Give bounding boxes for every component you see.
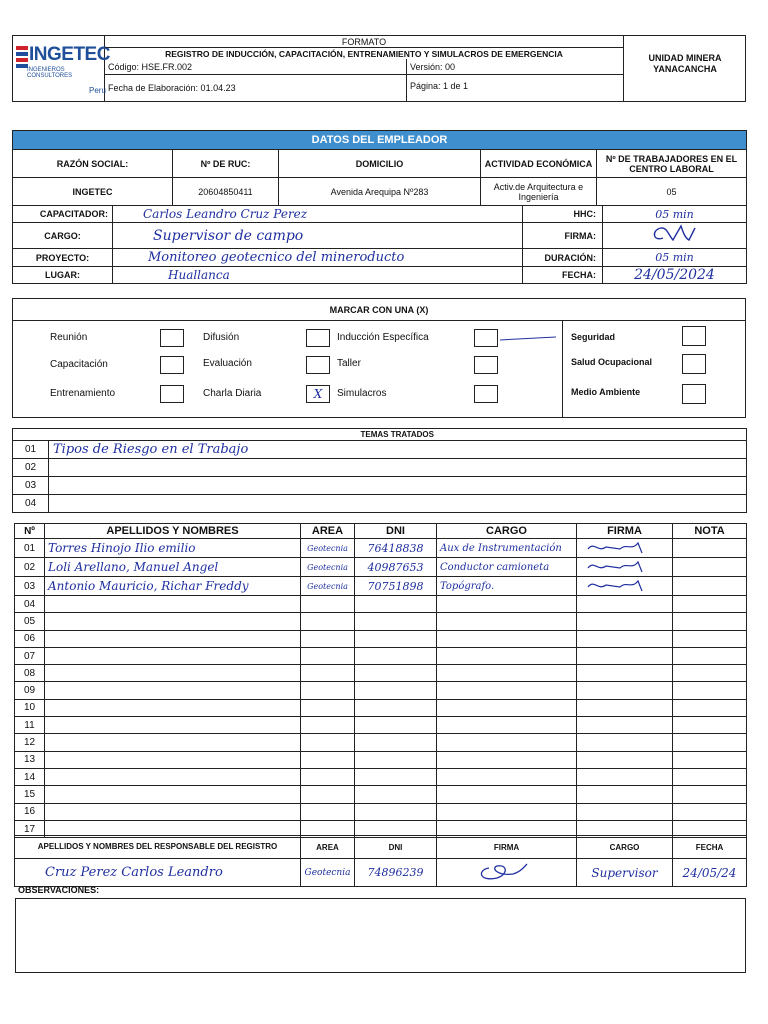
tema-text — [49, 495, 747, 513]
attendees-table — [14, 523, 747, 838]
unidad-minera: UNIDAD MINERA YANACANCHA — [648, 53, 722, 74]
temas-table — [12, 428, 747, 513]
attendee-dni — [355, 665, 437, 682]
attendee-dni — [355, 717, 437, 734]
attendee-name — [45, 734, 301, 751]
attendee-row — [15, 665, 747, 682]
attendee-row — [15, 596, 747, 613]
attendee-dni: 76418838 — [355, 539, 437, 558]
fecha-value: 24/05/2024 — [603, 267, 747, 284]
col-dni-header: DNI — [355, 524, 437, 539]
attendee-nota — [673, 717, 747, 734]
pagina: Página: 1 de 1 — [410, 81, 469, 91]
tema-number: 02 — [13, 459, 49, 477]
proyecto-label: PROYECTO: — [13, 249, 113, 267]
option-simulacros-checkbox[interactable] — [474, 385, 498, 403]
attendee-signature — [577, 630, 673, 647]
attendee-area — [301, 596, 355, 613]
tema-number: 04 — [13, 495, 49, 513]
fecha-elaboracion: Fecha de Elaboración: 01.04.23 — [108, 83, 236, 93]
attendee-cargo: Aux de Instrumentación — [437, 539, 577, 558]
attendee-nota — [673, 803, 747, 820]
option-reunion-label: Reunión — [50, 332, 88, 343]
attendee-number: 17 — [15, 820, 45, 837]
duracion-label: DURACIÓN: — [523, 249, 603, 267]
ruc-value: 20604850411 — [173, 178, 279, 206]
option-seguridad-checkbox[interactable] — [682, 326, 706, 346]
attendee-cargo — [437, 665, 577, 682]
resp-cargo: Supervisor — [577, 859, 673, 887]
attendee-area: Geotecnia — [301, 558, 355, 577]
attendee-name — [45, 630, 301, 647]
col-n-header: Nº — [15, 524, 45, 539]
attendee-signature — [577, 717, 673, 734]
attendee-number: 12 — [15, 734, 45, 751]
cargo-label: CARGO: — [13, 223, 113, 249]
attendee-name — [45, 682, 301, 699]
lugar-value: Huallanca — [113, 267, 523, 284]
option-salud-checkbox[interactable] — [682, 354, 706, 374]
attendee-nota — [673, 734, 747, 751]
attendee-name — [45, 717, 301, 734]
attendee-cargo — [437, 613, 577, 630]
col-cargo-header: CARGO — [437, 524, 577, 539]
attendee-number: 13 — [15, 751, 45, 768]
col-firma-header: FIRMA — [577, 524, 673, 539]
logo-subtext: INGENIEROS CONSULTORES — [27, 67, 73, 79]
attendee-dni — [355, 734, 437, 751]
attendee-nota — [673, 665, 747, 682]
attendee-area — [301, 734, 355, 751]
tema-text — [49, 459, 747, 477]
attendee-number: 03 — [15, 577, 45, 596]
document-title: REGISTRO DE INDUCCIÓN, CAPACITACIÓN, ENTRENAMIENTO Y SIMULACROS DE EMERGENCIA — [165, 49, 563, 59]
employer-table — [12, 130, 747, 206]
attendee-row — [15, 786, 747, 803]
attendee-area: Geotecnia — [301, 577, 355, 596]
hhc-label: HHC: — [523, 206, 603, 223]
resp-area: Geotecnia — [301, 859, 355, 887]
resp-signature — [437, 859, 577, 887]
attendee-area — [301, 803, 355, 820]
attendee-area — [301, 630, 355, 647]
responsable-table — [14, 835, 747, 887]
resp-area-header: AREA — [301, 836, 355, 859]
option-evaluacion-checkbox[interactable] — [306, 356, 330, 374]
capacitador-label: CAPACITADOR: — [13, 206, 113, 223]
option-taller-checkbox[interactable] — [474, 356, 498, 374]
attendee-name — [45, 699, 301, 716]
option-taller-label: Taller — [337, 358, 361, 369]
attendee-signature — [577, 577, 673, 596]
option-medio-ambiente-label: Medio Ambiente — [571, 387, 641, 397]
attendee-name — [45, 647, 301, 664]
cargo-value: Supervisor de campo — [113, 223, 523, 249]
signature-icon — [580, 577, 670, 593]
attendee-cargo — [437, 699, 577, 716]
attendee-row — [15, 558, 747, 577]
resp-dni: 74896239 — [355, 859, 437, 887]
option-charla-label: Charla Diaria — [203, 388, 262, 399]
codigo: Código: HSE.FR.002 — [108, 62, 193, 72]
attendee-number: 16 — [15, 803, 45, 820]
capacitador-signature — [603, 223, 747, 249]
attendee-number: 01 — [15, 539, 45, 558]
attendee-name — [45, 596, 301, 613]
version: Versión: 00 — [410, 62, 456, 72]
attendee-nota — [673, 682, 747, 699]
attendee-cargo — [437, 751, 577, 768]
razon-header: RAZÓN SOCIAL: — [13, 150, 173, 178]
attendee-area — [301, 786, 355, 803]
actividad-value: Activ.de Arquitectura e Ingeniería — [481, 178, 597, 206]
attendee-row — [15, 699, 747, 716]
tema-number: 01 — [13, 441, 49, 459]
attendee-nota — [673, 596, 747, 613]
attendee-cargo — [437, 596, 577, 613]
observaciones-label: OBSERVACIONES: — [18, 885, 100, 895]
option-simulacros-label: Simulacros — [337, 388, 387, 399]
attendee-number: 11 — [15, 717, 45, 734]
attendee-name — [45, 803, 301, 820]
attendee-number: 10 — [15, 699, 45, 716]
attendee-name: Loli Arellano, Manuel Angel — [45, 558, 301, 577]
razon-value: INGETEC — [13, 178, 173, 206]
attendee-number: 02 — [15, 558, 45, 577]
attendee-signature — [577, 596, 673, 613]
attendee-nota — [673, 768, 747, 785]
col-area-header: AREA — [301, 524, 355, 539]
option-entrenamiento-label: Entrenamiento — [50, 388, 116, 399]
fecha-label: FECHA: — [523, 267, 603, 284]
attendee-signature — [577, 682, 673, 699]
actividad-header: ACTIVIDAD ECONÓMICA — [481, 150, 597, 178]
temas-title: TEMAS TRATADOS — [49, 429, 747, 441]
attendee-dni — [355, 647, 437, 664]
domicilio-value: Avenida Arequipa Nº283 — [279, 178, 481, 206]
attendee-row — [15, 613, 747, 630]
logo-country: Peru — [89, 86, 106, 95]
attendee-cargo — [437, 717, 577, 734]
attendee-name — [45, 613, 301, 630]
col-nota-header: NOTA — [673, 524, 747, 539]
attendee-nota — [673, 699, 747, 716]
attendee-cargo — [437, 647, 577, 664]
attendee-nota — [673, 539, 747, 558]
capacitador-table — [12, 205, 747, 284]
attendee-row — [15, 682, 747, 699]
attendee-row — [15, 630, 747, 647]
attendee-dni — [355, 768, 437, 785]
attendee-signature — [577, 558, 673, 577]
ruc-header: Nº DE RUC: — [173, 150, 279, 178]
attendee-nota — [673, 751, 747, 768]
attendee-dni — [355, 630, 437, 647]
attendee-number: 09 — [15, 682, 45, 699]
col-nombres-header: APELLIDOS Y NOMBRES — [45, 524, 301, 539]
resp-nombre-header: APELLIDOS Y NOMBRES DEL RESPONSABLE DEL REGISTRO — [15, 836, 301, 859]
option-capacitacion-label: Capacitación — [50, 359, 108, 370]
logo-text: INGETEC — [29, 44, 110, 65]
attendee-name: Torres Hinojo Ilio emilio — [45, 539, 301, 558]
attendee-signature — [577, 768, 673, 785]
attendee-row — [15, 539, 747, 558]
option-induccion-label: Inducción Específica — [337, 332, 429, 343]
signature-icon — [580, 558, 670, 574]
option-charla-checkbox[interactable] — [306, 385, 330, 403]
attendee-signature — [577, 539, 673, 558]
attendee-row — [15, 768, 747, 785]
option-salud-label: Salud Ocupacional — [571, 357, 653, 367]
attendee-area — [301, 613, 355, 630]
attendee-number: 06 — [15, 630, 45, 647]
formato-label: FORMATO — [341, 37, 387, 47]
attendee-cargo: Topógrafo. — [437, 577, 577, 596]
attendee-nota — [673, 558, 747, 577]
attendee-signature — [577, 803, 673, 820]
attendee-nota — [673, 630, 747, 647]
attendee-signature — [577, 613, 673, 630]
attendee-area — [301, 751, 355, 768]
attendee-area — [301, 717, 355, 734]
attendee-cargo: Conductor camioneta — [437, 558, 577, 577]
attendee-area — [301, 768, 355, 785]
attendee-area — [301, 647, 355, 664]
tema-text: Tipos de Riesgo en el Trabajo — [49, 441, 747, 459]
marcar-title: MARCAR CON UNA (X) — [329, 305, 429, 315]
attendee-cargo — [437, 803, 577, 820]
attendee-row — [15, 647, 747, 664]
attendee-dni: 40987653 — [355, 558, 437, 577]
resp-cargo-header: CARGO — [577, 836, 673, 859]
attendee-nota — [673, 647, 747, 664]
attendee-area — [301, 665, 355, 682]
employer-band: DATOS DEL EMPLEADOR — [13, 131, 747, 150]
tema-text — [49, 477, 747, 495]
signature-icon — [645, 224, 705, 246]
attendee-dni — [355, 786, 437, 803]
attendee-number: 07 — [15, 647, 45, 664]
attendee-row — [15, 803, 747, 820]
option-seguridad-label: Seguridad — [571, 332, 616, 342]
attendee-dni: 70751898 — [355, 577, 437, 596]
trabajadores-header: Nº DE TRABAJADORES EN EL CENTRO LABORAL — [597, 150, 747, 178]
attendee-number: 14 — [15, 768, 45, 785]
logo — [13, 36, 110, 101]
option-entrenamiento-checkbox[interactable] — [160, 385, 184, 403]
resp-fecha: 24/05/24 — [673, 859, 747, 887]
attendee-nota — [673, 613, 747, 630]
attendee-dni — [355, 682, 437, 699]
domicilio-header: DOMICILIO — [279, 150, 481, 178]
signature-icon — [580, 539, 670, 555]
hhc-value: 05 min — [603, 206, 747, 223]
attendee-row — [15, 734, 747, 751]
attendee-cargo — [437, 768, 577, 785]
attendee-number: 05 — [15, 613, 45, 630]
attendee-dni — [355, 803, 437, 820]
option-difusion-label: Difusión — [203, 332, 240, 343]
option-capacitacion-checkbox[interactable] — [160, 356, 184, 374]
option-charla-mark: X — [313, 387, 323, 401]
attendee-name — [45, 665, 301, 682]
resp-fecha-header: FECHA — [673, 836, 747, 859]
attendee-number: 08 — [15, 665, 45, 682]
attendee-cargo — [437, 682, 577, 699]
resp-dni-header: DNI — [355, 836, 437, 859]
attendee-number: 15 — [15, 786, 45, 803]
capacitador-value: Carlos Leandro Cruz Perez — [113, 206, 523, 223]
attendee-number: 04 — [15, 596, 45, 613]
proyecto-value: Monitoreo geotecnico del mineroducto — [113, 249, 523, 267]
attendee-row — [15, 717, 747, 734]
option-difusion-checkbox[interactable] — [306, 329, 330, 347]
attendee-name — [45, 768, 301, 785]
attendee-cargo — [437, 786, 577, 803]
attendee-area: Geotecnia — [301, 539, 355, 558]
attendee-row — [15, 751, 747, 768]
attendee-cargo — [437, 630, 577, 647]
attendee-area — [301, 682, 355, 699]
duracion-value: 05 min — [603, 249, 747, 267]
resp-nombre: Cruz Perez Carlos Leandro — [15, 859, 301, 887]
attendee-cargo — [437, 734, 577, 751]
attendee-dni — [355, 596, 437, 613]
attendee-signature — [577, 647, 673, 664]
attendee-signature — [577, 751, 673, 768]
attendee-nota — [673, 786, 747, 803]
lugar-label: LUGAR: — [13, 267, 113, 284]
option-reunion-checkbox[interactable] — [160, 329, 184, 347]
tema-number: 03 — [13, 477, 49, 495]
attendee-area — [301, 699, 355, 716]
signature-icon — [467, 860, 547, 884]
attendee-signature — [577, 665, 673, 682]
option-medio-ambiente-checkbox[interactable] — [682, 384, 706, 404]
attendee-dni — [355, 751, 437, 768]
attendee-signature — [577, 734, 673, 751]
firma-label: FIRMA: — [523, 223, 603, 249]
attendee-row — [15, 577, 747, 596]
attendee-name: Antonio Mauricio, Richar Freddy — [45, 577, 301, 596]
attendee-name — [45, 786, 301, 803]
option-evaluacion-label: Evaluación — [203, 358, 252, 369]
option-induccion-checkbox[interactable] — [474, 329, 498, 347]
attendee-dni — [355, 613, 437, 630]
attendee-signature — [577, 699, 673, 716]
logo-mark-icon — [16, 46, 28, 68]
observaciones-box[interactable] — [15, 898, 746, 973]
attendee-signature — [577, 786, 673, 803]
trabajadores-value: 05 — [597, 178, 747, 206]
attendee-nota — [673, 577, 747, 596]
attendee-dni — [355, 699, 437, 716]
attendee-name — [45, 751, 301, 768]
resp-firma-header: FIRMA — [437, 836, 577, 859]
